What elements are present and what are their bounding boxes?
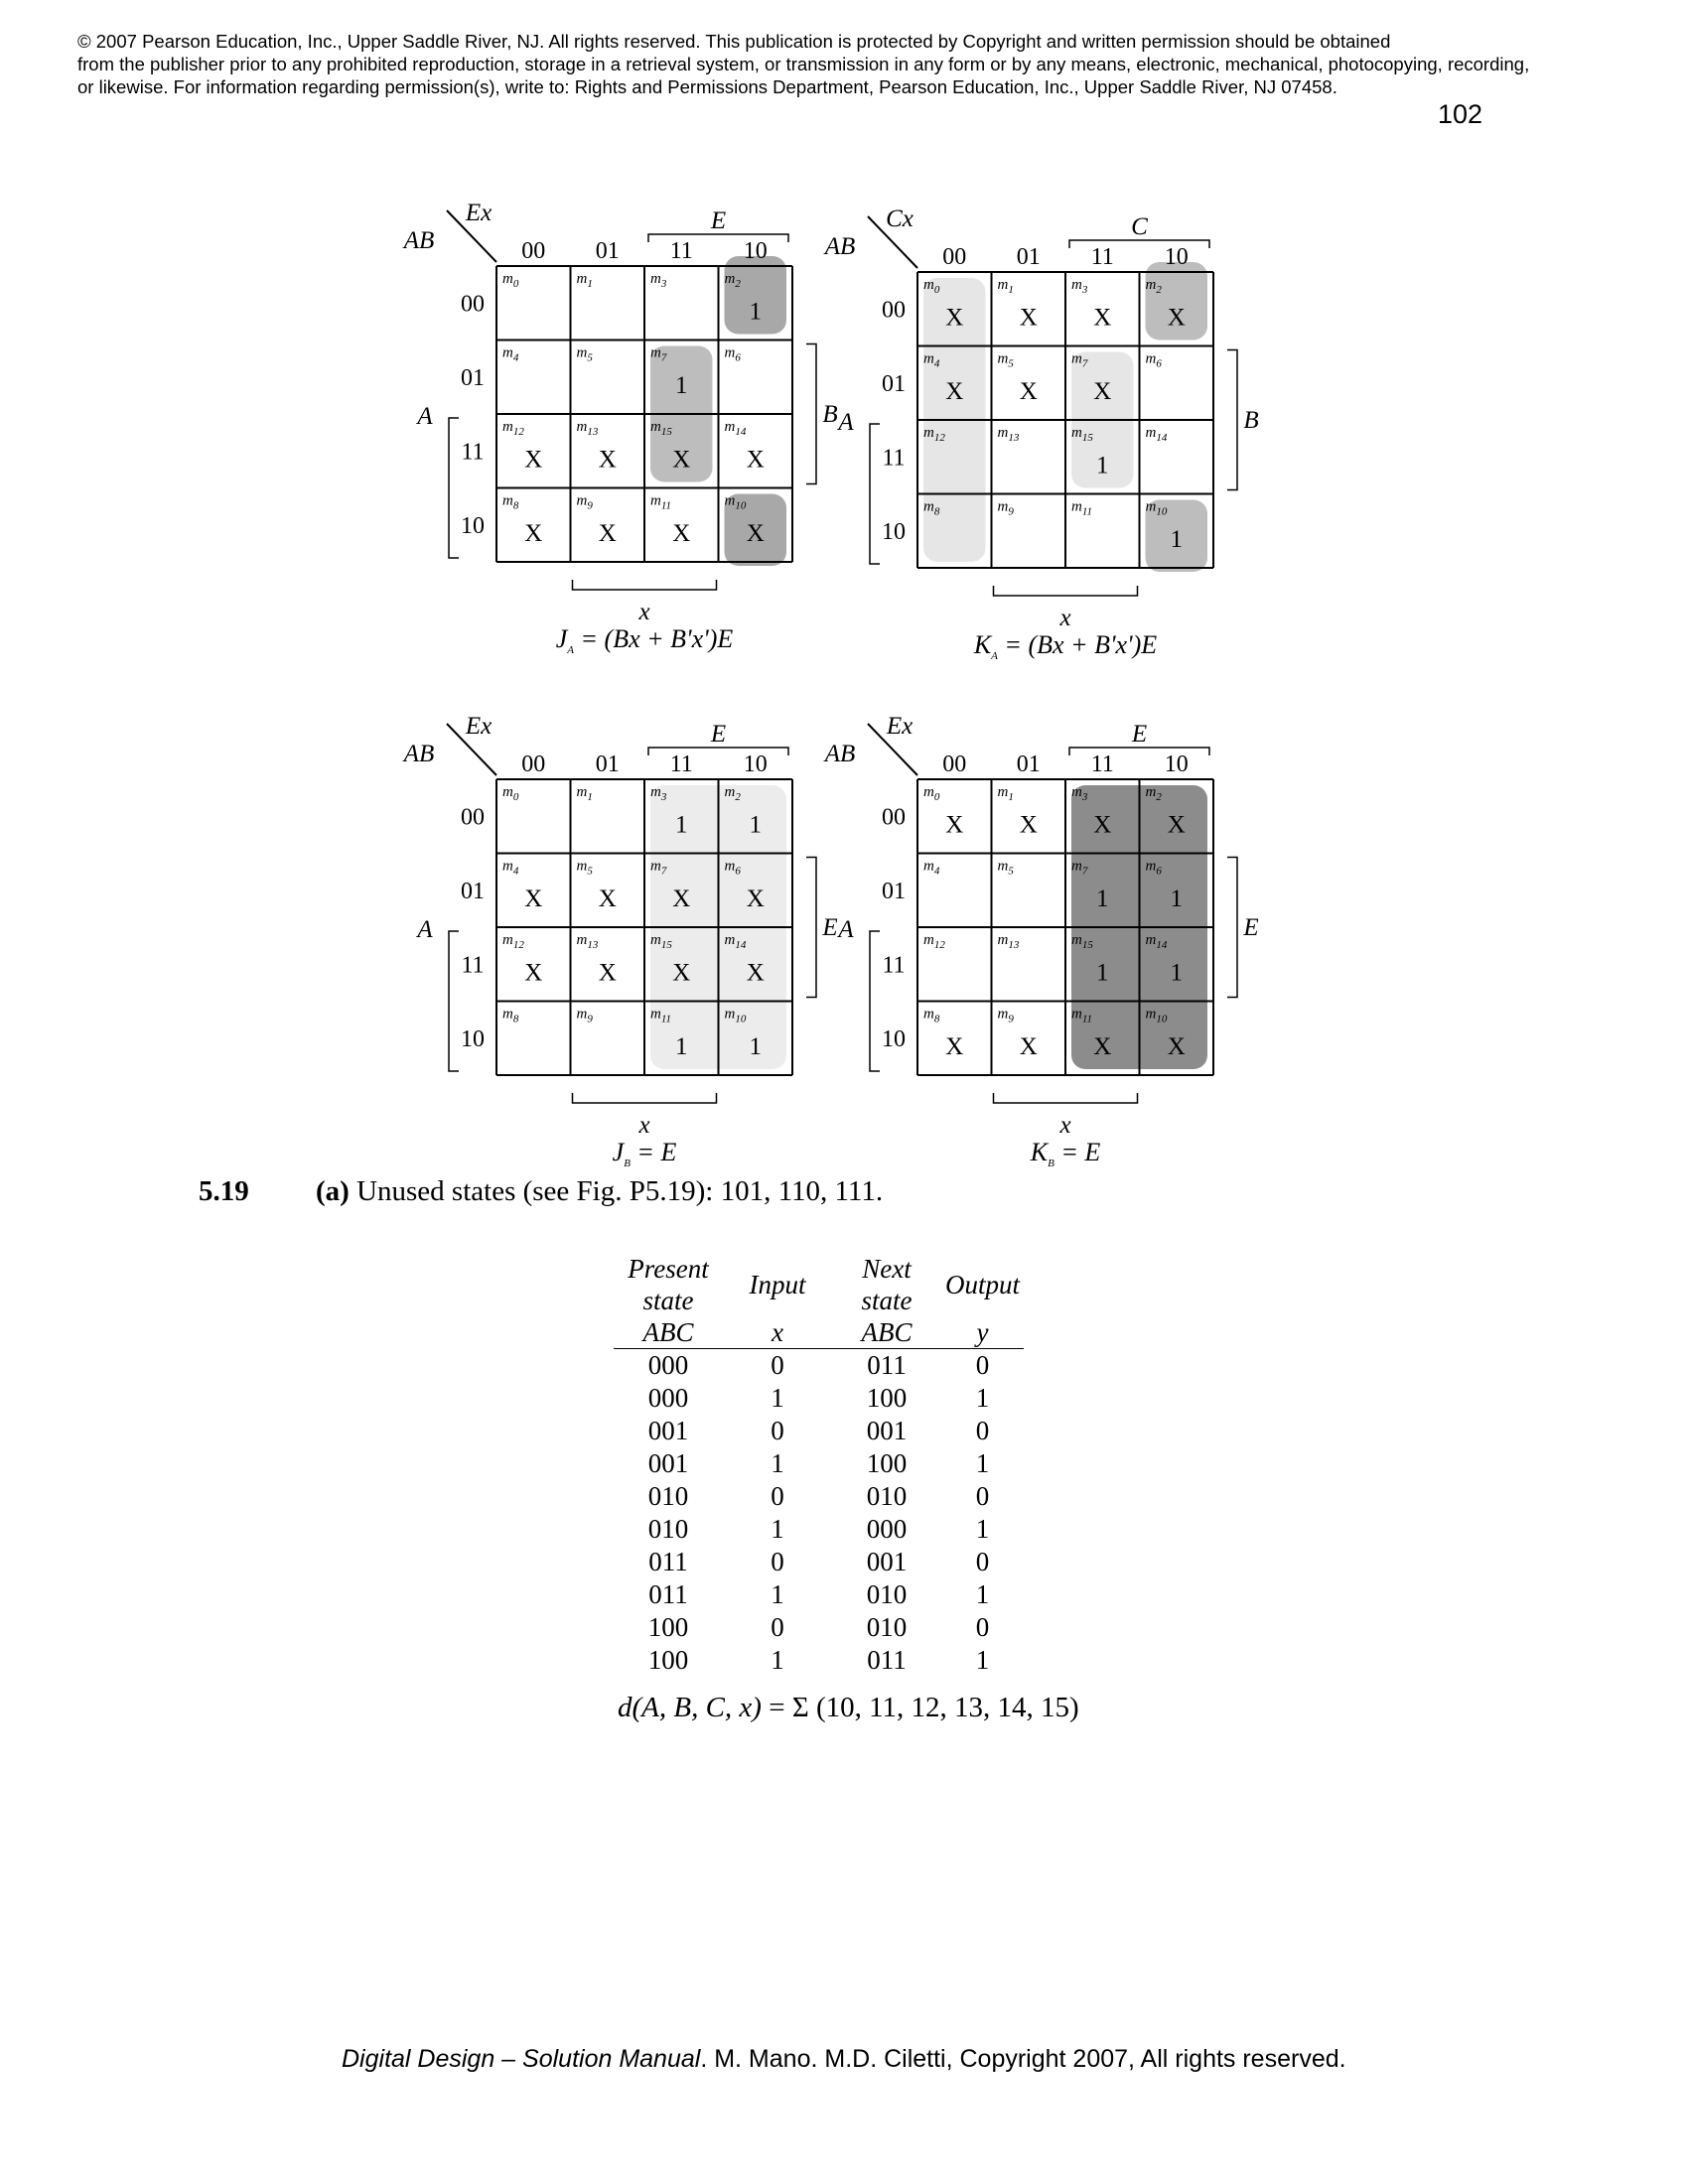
cell-value: X	[1019, 377, 1038, 405]
row-label: 00	[882, 297, 906, 324]
column-label: 01	[1016, 244, 1041, 270]
row-label: 11	[882, 445, 906, 472]
minterm-label: $m_{11}$	[1071, 1006, 1093, 1025]
present-state-cell: 010	[647, 1514, 689, 1544]
row-label: 01	[461, 878, 485, 904]
minterm-label: $m_{10}$	[1145, 498, 1168, 518]
input-cell: 0	[771, 1416, 784, 1445]
bottom-bracket	[573, 1093, 717, 1103]
present-state-cell: 100	[647, 1612, 689, 1642]
table-row	[614, 1513, 1024, 1546]
output-cell: 1	[975, 1448, 990, 1478]
present-state-cell: 001	[647, 1416, 689, 1445]
header-next-state	[832, 1253, 941, 1349]
right-bracket-label: B	[822, 401, 838, 428]
kmap-equation: $K_A = (Bx + B'x')E$	[973, 630, 1158, 662]
minterm-label: $m_{15}$	[1071, 425, 1093, 444]
header-output	[941, 1253, 1024, 1349]
cell-value: X	[746, 519, 765, 547]
next-state-cell: 000	[866, 1514, 908, 1544]
input-cell: 1	[771, 1645, 784, 1675]
minterm-label: $m_0$	[923, 784, 940, 803]
column-label: 10	[1164, 751, 1189, 777]
footer	[342, 2045, 1346, 2074]
cell-value: X	[1093, 811, 1112, 839]
problem-number: 5.19	[199, 1175, 249, 1207]
kmap-jb	[402, 713, 838, 1169]
column-label: 11	[669, 751, 693, 777]
minterm-label: $m_6$	[1145, 858, 1162, 878]
minterm-label: $m_1$	[997, 784, 1014, 803]
state-table	[614, 1253, 1024, 1677]
cell-value: X	[1167, 811, 1186, 839]
cell-value: X	[598, 446, 617, 474]
minterm-label: $m_{13}$	[576, 932, 599, 951]
cell-value: 1	[1096, 959, 1109, 987]
top-bracket-label: E	[710, 721, 727, 748]
dont-care-equation	[618, 1692, 1079, 1724]
row-label: 01	[882, 370, 906, 397]
bottom-bracket-label: x	[638, 599, 650, 625]
next-state-cell: 011	[867, 1350, 907, 1380]
header-line: ABC	[861, 1317, 913, 1347]
next-state-cell: 100	[866, 1383, 908, 1413]
cell-value: X	[672, 446, 691, 474]
row-label: 01	[461, 364, 485, 391]
cell-value: X	[598, 959, 617, 987]
next-state-cell: 001	[866, 1547, 908, 1576]
cell-value: 1	[1096, 452, 1109, 479]
corner-row-label: AB	[824, 741, 856, 767]
minterm-label: $m_4$	[502, 858, 519, 878]
cell-value: X	[672, 959, 691, 987]
table-row	[614, 1546, 1024, 1578]
column-label: 00	[521, 238, 546, 264]
right-bracket	[806, 344, 816, 484]
output-cell: 0	[975, 1612, 990, 1642]
left-bracket-label: A	[417, 916, 433, 943]
cell-value: 1	[675, 1032, 688, 1060]
footer-rest: . M. Mano. M.D. Ciletti, Copyright 2007, All rights reserved.	[700, 2045, 1346, 2073]
present-state-cell: 001	[647, 1448, 689, 1478]
present-state-cell: 000	[647, 1383, 689, 1413]
kmap-kb	[823, 713, 1259, 1169]
next-state-cell: 010	[866, 1579, 908, 1609]
output-cell: 0	[975, 1350, 990, 1380]
row-label: 00	[461, 804, 485, 831]
cell-value: 1	[1170, 885, 1183, 912]
input-cell: 1	[771, 1383, 784, 1413]
cell-value: 1	[1170, 959, 1183, 987]
cell-value: X	[524, 885, 543, 912]
problem-text: Unused states (see Fig. P5.19): 101, 110, 111.	[349, 1175, 884, 1207]
minterm-label: $m_0$	[923, 277, 940, 296]
bottom-bracket	[994, 586, 1138, 596]
minterm-label: $m_6$	[1145, 350, 1162, 370]
bottom-bracket	[994, 1093, 1138, 1103]
input-cell: 0	[771, 1612, 784, 1642]
cell-value: 1	[1170, 525, 1183, 553]
output-cell: 0	[975, 1547, 990, 1576]
cell-value: X	[746, 885, 765, 912]
header-line: state	[642, 1286, 694, 1315]
cell-value: X	[672, 519, 691, 547]
minterm-label: $m_{14}$	[1145, 425, 1168, 444]
minterm-label: $m_{11}$	[650, 492, 672, 512]
present-state-cell: 010	[647, 1481, 689, 1511]
present-state-cell: 011	[648, 1547, 688, 1576]
column-label: 01	[595, 238, 620, 264]
minterm-label: $m_7$	[650, 344, 667, 364]
minterm-label: $m_{12}$	[502, 932, 524, 951]
header-line: y	[976, 1317, 989, 1347]
minterm-label: $m_6$	[724, 344, 741, 364]
cell-value: X	[1019, 811, 1038, 839]
left-bracket	[870, 424, 880, 564]
row-label: 10	[461, 512, 485, 539]
column-label: 11	[1090, 751, 1114, 777]
corner-col-label: Ex	[465, 200, 492, 226]
minterm-label: $m_3$	[650, 271, 667, 290]
row-label: 11	[461, 952, 485, 979]
cell-value: X	[598, 885, 617, 912]
right-bracket	[1227, 350, 1237, 490]
cell-value: X	[945, 811, 964, 839]
state-table-body	[614, 1349, 1024, 1678]
input-cell: 1	[771, 1448, 784, 1478]
cell-value: X	[524, 446, 543, 474]
next-state-cell: 100	[866, 1448, 908, 1478]
copyright-line: © 2007 Pearson Education, Inc., Upper Saddle River, NJ. All rights reserved. This publication is protected by Copyright and written permission should be obtained	[77, 31, 1391, 52]
output-cell: 1	[975, 1383, 990, 1413]
column-label: 11	[669, 238, 693, 264]
column-label: 10	[743, 751, 768, 777]
table-row	[614, 1480, 1024, 1513]
top-bracket-label: E	[1131, 721, 1148, 748]
minterm-label: $m_{13}$	[997, 932, 1020, 951]
kmap-equation: $J_A = (Bx + B'x')E$	[555, 624, 734, 656]
minterm-label: $m_{14}$	[1145, 932, 1168, 951]
table-row	[614, 1644, 1024, 1677]
minterm-label: $m_9$	[997, 1006, 1014, 1025]
state-table-header	[614, 1253, 1024, 1349]
minterm-label: $m_5$	[576, 344, 593, 364]
cell-value: X	[1167, 1032, 1186, 1060]
minterm-label: $m_9$	[576, 1006, 593, 1025]
column-label: 10	[743, 238, 768, 264]
minterm-label: $m_{15}$	[650, 932, 672, 951]
table-row	[614, 1611, 1024, 1644]
minterm-label: $m_2$	[724, 271, 741, 290]
minterm-label: $m_2$	[1145, 277, 1162, 296]
left-bracket	[449, 931, 459, 1071]
minterm-label: $m_6$	[724, 858, 741, 878]
top-bracket-label: E	[710, 207, 727, 234]
table-row	[614, 1382, 1024, 1415]
row-label: 10	[882, 1025, 906, 1052]
output-cell: 1	[975, 1579, 990, 1609]
table-row	[614, 1415, 1024, 1447]
minterm-label: $m_3$	[1071, 784, 1088, 803]
cell-value: X	[945, 1032, 964, 1060]
next-state-cell: 001	[866, 1416, 908, 1445]
corner-col-label: Ex	[465, 713, 492, 740]
cell-value: X	[945, 377, 964, 405]
header-line: Next	[862, 1254, 912, 1284]
minterm-label: $m_7$	[1071, 350, 1088, 370]
row-label: 10	[882, 518, 906, 545]
kmap-ja	[402, 200, 838, 656]
minterm-label: $m_4$	[502, 344, 519, 364]
next-state-cell: 010	[866, 1481, 908, 1511]
corner-col-label: Cx	[886, 205, 914, 232]
left-bracket	[449, 418, 459, 558]
minterm-label: $m_4$	[923, 858, 940, 878]
input-cell: 0	[771, 1547, 784, 1576]
cell-value: X	[1019, 1032, 1038, 1060]
minterm-label: $m_0$	[502, 784, 519, 803]
column-label: 01	[1016, 751, 1041, 777]
header-line: state	[861, 1286, 913, 1315]
header-line: Output	[945, 1270, 1021, 1299]
cell-value: X	[746, 959, 765, 987]
minterm-label: $m_5$	[576, 858, 593, 878]
column-label: 00	[942, 244, 967, 270]
cell-value: X	[1093, 304, 1112, 332]
row-label: 00	[882, 804, 906, 831]
kmap-equation: $K_B = E$	[1030, 1138, 1101, 1169]
minterm-label: $m_3$	[1071, 277, 1088, 296]
column-label: 11	[1090, 244, 1114, 270]
cell-value: X	[524, 519, 543, 547]
input-cell: 1	[771, 1514, 784, 1544]
right-bracket-label: E	[1243, 914, 1259, 941]
cell-value: X	[945, 304, 964, 332]
minterm-label: $m_9$	[997, 498, 1014, 518]
minterm-label: $m_{13}$	[576, 419, 599, 438]
column-label: 00	[942, 751, 967, 777]
present-state-cell: 000	[647, 1350, 689, 1380]
bottom-bracket-label: x	[638, 1112, 650, 1139]
minterm-label: $m_8$	[923, 498, 940, 518]
row-label: 01	[882, 878, 906, 904]
cell-value: 1	[1096, 885, 1109, 912]
row-label: 11	[461, 439, 485, 466]
table-row	[614, 1578, 1024, 1611]
minterm-label: $m_2$	[724, 784, 741, 803]
kmap-equation: $J_B = E$	[612, 1138, 677, 1169]
output-cell: 1	[975, 1514, 990, 1544]
cell-value: X	[746, 446, 765, 474]
cell-value: 1	[749, 811, 762, 839]
minterm-label: $m_5$	[997, 350, 1014, 370]
corner-row-label: AB	[824, 233, 856, 260]
output-cell: 0	[975, 1416, 990, 1445]
minterm-label: $m_{10}$	[724, 1006, 747, 1025]
minterm-label: $m_8$	[923, 1006, 940, 1025]
left-bracket-label: A	[838, 916, 854, 943]
minterm-label: $m_9$	[576, 492, 593, 512]
copyright-line: from the publisher prior to any prohibited reproduction, storage in a retrieval system, or transmission in any form or by any means, electronic, mechanical, photocopying, recording,	[77, 54, 1530, 74]
minterm-label: $m_{10}$	[1145, 1006, 1168, 1025]
next-state-cell: 011	[867, 1645, 907, 1675]
minterm-label: $m_{15}$	[1071, 932, 1093, 951]
minterm-label: $m_8$	[502, 492, 519, 512]
input-cell: 0	[771, 1350, 784, 1380]
column-label: 10	[1164, 244, 1189, 270]
minterm-label: $m_{13}$	[997, 425, 1020, 444]
right-bracket	[1227, 858, 1237, 998]
minterm-label: $m_{10}$	[724, 492, 747, 512]
cell-value: 1	[749, 1032, 762, 1060]
cell-value: X	[1093, 377, 1112, 405]
bottom-bracket-label: x	[1059, 1112, 1071, 1139]
output-cell: 1	[975, 1645, 990, 1675]
row-label: 10	[461, 1025, 485, 1052]
minterm-label: $m_1$	[576, 271, 593, 290]
column-label: 00	[521, 751, 546, 777]
minterm-label: $m_8$	[502, 1006, 519, 1025]
cell-value: X	[1167, 304, 1186, 332]
cell-value: 1	[675, 371, 688, 399]
minterm-label: $m_5$	[997, 858, 1014, 878]
page-number: 102	[1438, 99, 1483, 129]
cell-value: X	[672, 885, 691, 912]
right-bracket-label: B	[1243, 407, 1259, 434]
bottom-bracket-label: x	[1059, 605, 1071, 631]
cell-value: X	[598, 519, 617, 547]
minterm-label: $m_1$	[997, 277, 1014, 296]
corner-row-label: AB	[403, 227, 435, 254]
cell-value: X	[1019, 304, 1038, 332]
header-line: Present	[628, 1254, 709, 1284]
present-state-cell: 100	[647, 1645, 689, 1675]
output-cell: 0	[975, 1481, 990, 1511]
dont-care-rhs: = Σ (10, 11, 12, 13, 14, 15)	[761, 1692, 1079, 1723]
minterm-label: $m_3$	[650, 784, 667, 803]
row-label: 00	[461, 291, 485, 318]
cell-value: 1	[675, 811, 688, 839]
right-bracket	[806, 858, 816, 998]
cell-value: X	[1093, 1032, 1112, 1060]
kmap-ka	[823, 205, 1259, 662]
next-state-cell: 010	[866, 1612, 908, 1642]
minterm-label: $m_1$	[576, 784, 593, 803]
footer-title: Digital Design – Solution Manual	[342, 2045, 701, 2073]
left-bracket-label: A	[838, 409, 854, 436]
minterm-label: $m_{12}$	[923, 932, 945, 951]
minterm-label: $m_4$	[923, 350, 940, 370]
header-line: x	[772, 1317, 783, 1347]
input-cell: 0	[771, 1481, 784, 1511]
copyright-line: or likewise. For information regarding permission(s), write to: Rights and Permissions Department, Pearson Education, Inc., Upper Saddle River, NJ 07458.	[77, 76, 1337, 97]
cell-value: X	[524, 959, 543, 987]
minterm-label: $m_0$	[502, 271, 519, 290]
left-bracket-label: A	[417, 403, 433, 430]
table-row	[614, 1447, 1024, 1480]
corner-col-label: Ex	[886, 713, 914, 740]
row-label: 11	[882, 952, 906, 979]
problem-part: (a)	[316, 1175, 350, 1207]
minterm-label: $m_{11}$	[650, 1006, 672, 1025]
header-line: ABC	[642, 1317, 694, 1347]
header-present-state	[614, 1253, 723, 1349]
dont-care-lhs: d(A, B, C, x)	[618, 1692, 762, 1723]
header-input	[723, 1253, 832, 1349]
minterm-label: $m_2$	[1145, 784, 1162, 803]
right-bracket-label: E	[822, 914, 838, 941]
minterm-label: $m_{14}$	[724, 419, 747, 438]
left-bracket	[870, 931, 880, 1071]
minterm-label: $m_{11}$	[1071, 498, 1093, 518]
present-state-cell: 011	[648, 1579, 688, 1609]
bottom-bracket	[573, 580, 717, 590]
column-label: 01	[595, 751, 620, 777]
minterm-label: $m_{15}$	[650, 419, 672, 438]
cell-value: 1	[749, 298, 762, 326]
minterm-label: $m_7$	[650, 858, 667, 878]
input-cell: 1	[771, 1579, 784, 1609]
problem-statement	[316, 1175, 883, 1208]
minterm-label: $m_7$	[1071, 858, 1088, 878]
header-line: Input	[749, 1270, 806, 1299]
minterm-label: $m_{12}$	[502, 419, 524, 438]
corner-row-label: AB	[403, 741, 435, 767]
top-bracket-label: C	[1131, 213, 1148, 240]
minterm-label: $m_{12}$	[923, 425, 945, 444]
minterm-label: $m_{14}$	[724, 932, 747, 951]
table-row	[614, 1349, 1024, 1383]
